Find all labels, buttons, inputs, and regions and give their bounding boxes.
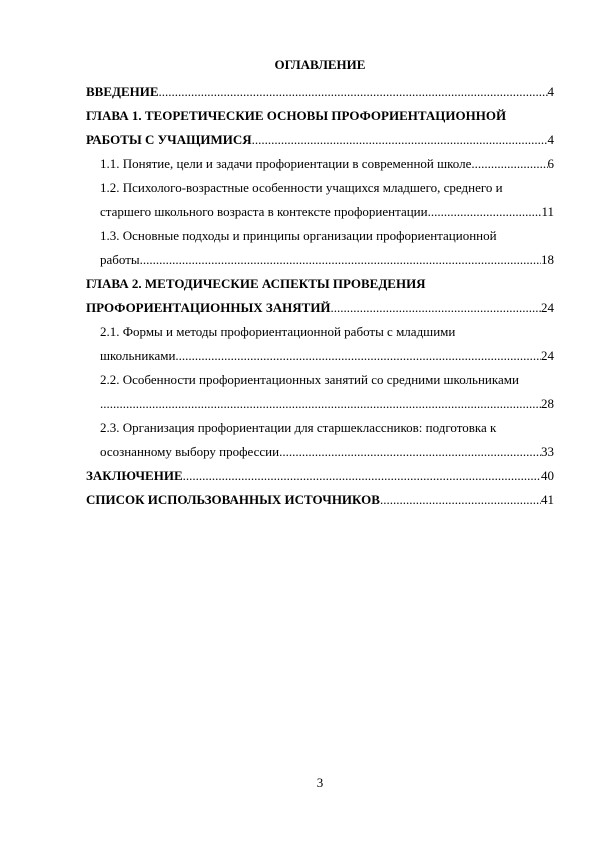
toc-entry-text: 1.2. Психолого-возрастные особенности учащихся младшего, среднего и — [100, 180, 503, 195]
toc-entry-text: 2.2. Особенности профориентационных занятий со средними школьниками — [100, 372, 519, 387]
toc-entry-section-1-2-line-1[interactable] — [86, 176, 554, 200]
toc-entry-text: 1.3. Основные подходы и принципы организации профориентационной — [100, 228, 497, 243]
toc-entry-text: 2.1. Формы и методы профориентационной работы с младшими — [100, 324, 456, 339]
toc-page-number: 41 — [541, 492, 554, 507]
toc-entry-chapter-2-line-1[interactable] — [86, 272, 554, 296]
toc-entry-conclusion[interactable] — [86, 464, 554, 488]
dot-leader — [471, 152, 547, 176]
toc-entry-section-1-3-line-2[interactable] — [86, 248, 554, 272]
toc-entry-text: 2.3. Организация профориентации для старшеклассников: подготовка к — [100, 420, 497, 435]
toc-entry-text: работы — [100, 252, 140, 267]
toc-entry-sources[interactable] — [86, 488, 554, 512]
toc-page-number: 28 — [541, 396, 554, 411]
toc-entry-text: 1.1. Понятие, цели и задачи профориентации в современной школе — [100, 156, 472, 171]
toc-page-number: 18 — [541, 252, 554, 267]
toc-entry-section-1-3-line-1[interactable] — [86, 224, 554, 248]
toc-entry-section-2-2-line-1[interactable] — [86, 368, 554, 392]
toc-entry-text: РАБОТЫ С УЧАЩИМИСЯ — [86, 132, 252, 147]
toc-page-number: 24 — [541, 348, 554, 363]
dot-leader — [140, 248, 541, 272]
toc-page-number: 11 — [541, 204, 554, 219]
toc-entry-text: ГЛАВА 1. ТЕОРЕТИЧЕСКИЕ ОСНОВЫ ПРОФОРИЕНТАЦИОННОЙ — [86, 108, 507, 123]
dot-leader — [252, 128, 548, 152]
toc-page-number: 4 — [547, 84, 554, 99]
dot-leader — [175, 344, 541, 368]
toc-entry-section-2-3-line-2[interactable] — [86, 440, 554, 464]
dot-leader — [100, 392, 541, 416]
toc-entry-section-1-1[interactable] — [86, 152, 554, 176]
toc-entry-section-1-2-line-2[interactable] — [86, 200, 554, 224]
toc-page-number: 6 — [547, 156, 554, 171]
table-of-contents — [86, 80, 554, 512]
toc-entry-chapter-1-line-1[interactable] — [86, 104, 554, 128]
toc-entry-text: старшего школьного возраста в контексте профориентации — [100, 204, 428, 219]
toc-entry-text: ВВЕДЕНИЕ — [86, 84, 159, 99]
toc-entry-section-2-3-line-1[interactable] — [86, 416, 554, 440]
toc-entry-text: СПИСОК ИСПОЛЬЗОВАННЫХ ИСТОЧНИКОВ — [86, 492, 380, 507]
toc-entry-section-2-1-line-2[interactable] — [86, 344, 554, 368]
dot-leader — [428, 200, 542, 224]
toc-entry-chapter-1-line-2[interactable] — [86, 128, 554, 152]
toc-entry-text: ЗАКЛЮЧЕНИЕ — [86, 468, 183, 483]
dot-leader — [331, 296, 541, 320]
toc-page-number: 33 — [541, 444, 554, 459]
toc-entry-text: ПРОФОРИЕНТАЦИОННЫХ ЗАНЯТИЙ — [86, 300, 331, 315]
toc-entry-chapter-2-line-2[interactable] — [86, 296, 554, 320]
dot-leader — [183, 464, 541, 488]
toc-page-number: 40 — [541, 468, 554, 483]
toc-entry-text: ГЛАВА 2. МЕТОДИЧЕСКИЕ АСПЕКТЫ ПРОВЕДЕНИЯ — [86, 276, 426, 291]
toc-entry-text: осознанному выбору профессии — [100, 444, 280, 459]
dot-leader — [279, 440, 541, 464]
toc-heading: ОГЛАВЛЕНИЕ — [274, 57, 366, 72]
toc-entry-section-2-2-line-2[interactable] — [86, 392, 554, 416]
toc-page-number: 4 — [547, 132, 554, 147]
toc-entry-section-2-1-line-1[interactable] — [86, 320, 554, 344]
dot-leader — [380, 488, 541, 512]
toc-page-number: 24 — [541, 300, 554, 315]
toc-entry-introduction[interactable] — [86, 80, 554, 104]
dot-leader — [159, 80, 548, 104]
page-number: 3 — [316, 775, 324, 790]
toc-entry-text: школьниками — [100, 348, 176, 363]
